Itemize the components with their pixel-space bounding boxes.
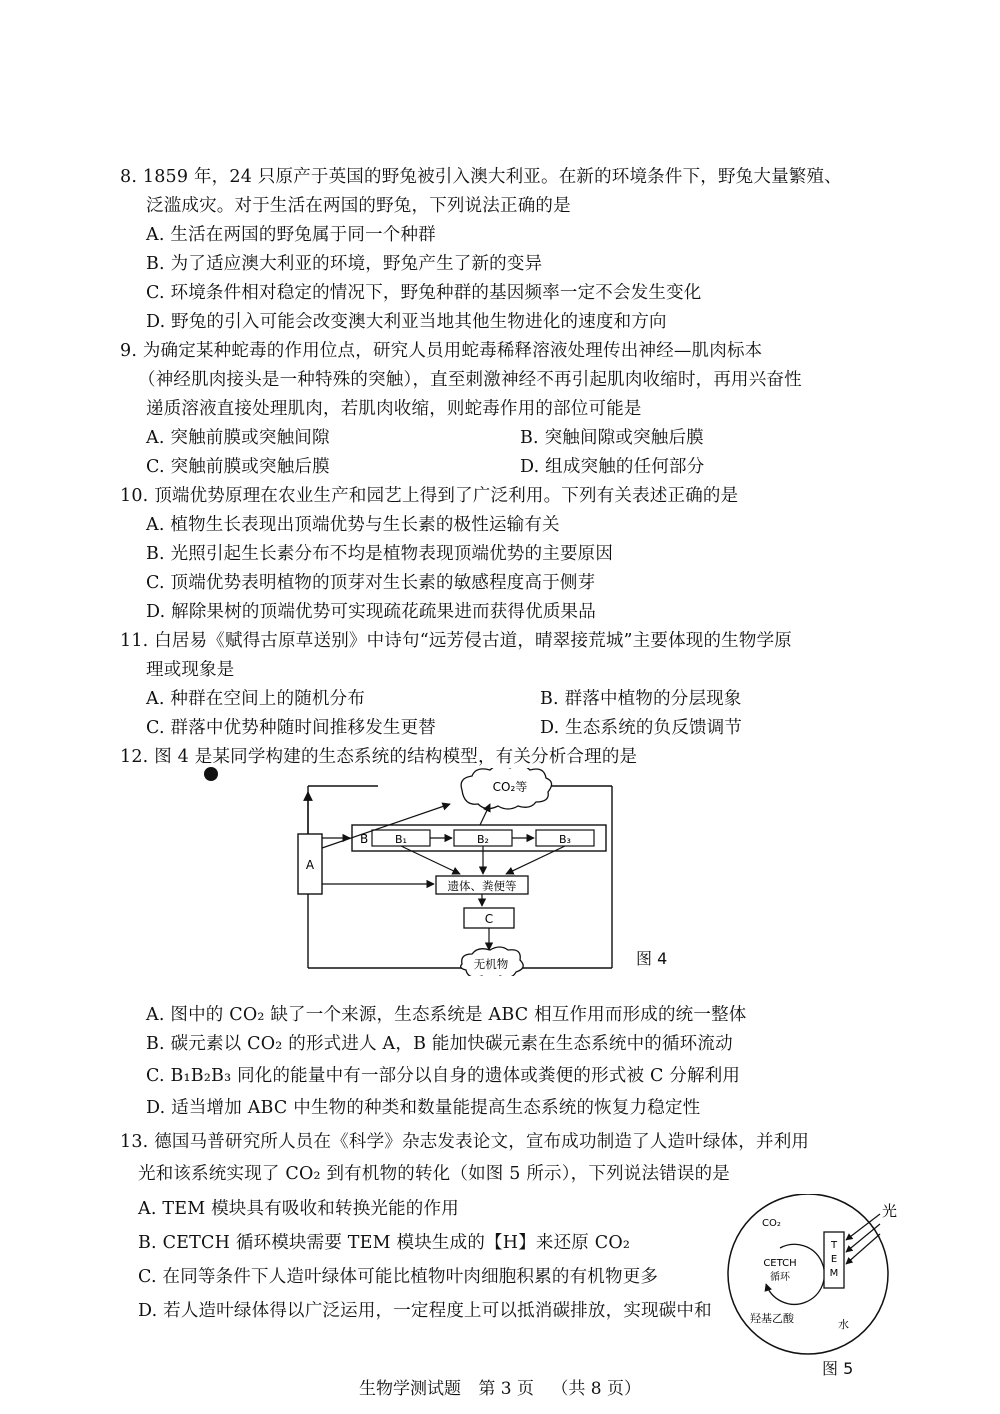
sun-icon <box>204 767 218 781</box>
q11-option-b: B. 群落中植物的分层现象 <box>540 689 742 709</box>
q8-stem-line1: 8. 1859 年，24 只原产于英国的野兔被引入澳大利亚。在新的环境条件下，野兔大量繁殖、 <box>120 167 842 187</box>
q11-option-d: D. 生态系统的负反馈调节 <box>540 718 743 738</box>
q13-option-b: B. CETCH 循环模块需要 TEM 模块生成的【H】来还原 CO₂ <box>138 1233 631 1253</box>
box-remains-label: 遗体、粪便等 <box>447 879 517 893</box>
q12-option-a: A. 图中的 CO₂ 缺了一个来源，生态系统是 ABC 相互作用而形成的统一整体 <box>146 1005 747 1025</box>
fig5-co2-label: CO₂ <box>762 1218 781 1229</box>
q10-option-b: B. 光照引起生长素分布不均是植物表现顶端优势的主要原因 <box>146 544 614 564</box>
box-c-label: C <box>484 912 494 926</box>
box-b1-label: B₁ <box>395 833 407 846</box>
box-b2-label: B₂ <box>477 833 489 846</box>
q10-option-a: A. 植物生长表现出顶端优势与生长素的极性运输有关 <box>146 515 560 535</box>
q10-option-c: C. 顶端优势表明植物的顶芽对生长素的敏感程度高于侧芽 <box>146 573 596 593</box>
q9-option-c: C. 突触前膜或突触后膜 <box>146 457 330 477</box>
footer-total-pages: （共 8 页） <box>551 1379 642 1399</box>
tem-t: T <box>830 1240 838 1251</box>
page-footer <box>0 1374 1000 1399</box>
q8-option-b: B. 为了适应澳大利亚的环境，野兔产生了新的变异 <box>146 254 543 274</box>
chloroplast-outline <box>728 1194 888 1354</box>
q9-option-d: D. 组成突触的任何部分 <box>520 457 705 477</box>
q13-option-d: D. 若人造叶绿体得以广泛运用，一定程度上可以抵消碳排放，实现碳中和 <box>138 1301 712 1321</box>
figure-4-diagram <box>290 768 650 976</box>
q12-option-b: B. 碳元素以 CO₂ 的形式进人 A，B 能加快碳元素在生态系统中的循环流动 <box>146 1034 733 1054</box>
footer-page-number: 第 3 页 <box>478 1379 534 1399</box>
water-label: 水 <box>838 1318 849 1331</box>
q9-stem-line1: 9. 为确定某种蛇毒的作用位点，研究人员用蛇毒稀释溶液处理传出神经—肌肉标本 <box>120 341 763 361</box>
q10-option-d: D. 解除果树的顶端优势可实现疏花疏果进而获得优质果品 <box>146 602 596 622</box>
q12-option-d: D. 适当增加 ABC 中生物的种类和数量能提高生态系统的恢复力稳定性 <box>146 1098 701 1118</box>
box-b-label: B <box>360 832 369 846</box>
q11-option-a: A. 种群在空间上的随机分布 <box>146 689 366 709</box>
light-label: 光 <box>882 1202 898 1220</box>
q9-option-b: B. 突触间隙或突触后膜 <box>520 428 704 448</box>
q13-stem-line1: 13. 德国马普研究所人员在《科学》杂志发表论文，宣布成功制造了人造叶绿体，并利用 <box>120 1132 810 1152</box>
q9-option-a: A. 突触前膜或突触间隙 <box>146 428 330 448</box>
q13-option-c: C. 在同等条件下人造叶绿体可能比植物叶肉细胞积累的有机物更多 <box>138 1267 659 1287</box>
inorganic-label: 无机物 <box>473 957 509 971</box>
q11-option-c: C. 群落中优势种随时间推移发生更替 <box>146 718 436 738</box>
figure-4-label: 图 4 <box>636 949 668 968</box>
q8-option-d: D. 野兔的引入可能会改变澳大利亚当地其他生物进化的速度和方向 <box>146 312 667 332</box>
q12-option-c: C. B₁B₂B₃ 同化的能量中有一部分以自身的遗体或粪便的形式被 C 分解利用 <box>146 1066 741 1086</box>
q9-stem-line2: （神经肌肉接头是一种特殊的突触），直至刺激神经不再引起肌肉收缩时，再用兴奋性 <box>138 370 802 390</box>
figure-5-label: 图 5 <box>822 1359 854 1378</box>
cycle-label: 循环 <box>770 1272 790 1283</box>
q11-stem-line1: 11. 白居易《赋得古原草送别》中诗句“远芳侵古道，晴翠接荒城”主要体现的生物学原 <box>120 631 792 651</box>
co2-label: CO₂等 <box>492 780 528 794</box>
q8-stem-line2: 泛滥成灾。对于生活在两国的野兔，下列说法正确的是 <box>146 196 571 216</box>
footer-subject: 生物学测试题 <box>358 1379 461 1399</box>
q8-option-a: A. 生活在两国的野兔属于同一个种群 <box>146 225 436 245</box>
q13-option-a: A. TEM 模块具有吸收和转换光能的作用 <box>138 1199 459 1219</box>
box-a-label: A <box>305 858 315 872</box>
product-label: 羟基乙酸 <box>750 1312 794 1325</box>
cetch-label: CETCH <box>763 1258 797 1269</box>
q12-stem: 12. 图 4 是某同学构建的生态系统的结构模型，有关分析合理的是 <box>120 747 638 767</box>
q8-option-c: C. 环境条件相对稳定的情况下，野兔种群的基因频率一定不会发生变化 <box>146 283 702 303</box>
box-b3-label: B₃ <box>559 833 571 846</box>
tem-m: M <box>829 1268 839 1279</box>
q11-stem-line2: 理或现象是 <box>146 660 235 680</box>
q13-stem-line2: 光和该系统实现了 CO₂ 到有机物的转化（如图 5 所示），下列说法错误的是 <box>138 1164 730 1184</box>
q9-stem-line3: 递质溶液直接处理肌肉，若肌肉收缩，则蛇毒作用的部位可能是 <box>146 399 642 419</box>
q10-stem: 10. 顶端优势原理在农业生产和园艺上得到了广泛利用。下列有关表述正确的是 <box>120 486 739 506</box>
figure-5-diagram <box>720 1194 910 1374</box>
tem-e: E <box>830 1254 838 1265</box>
